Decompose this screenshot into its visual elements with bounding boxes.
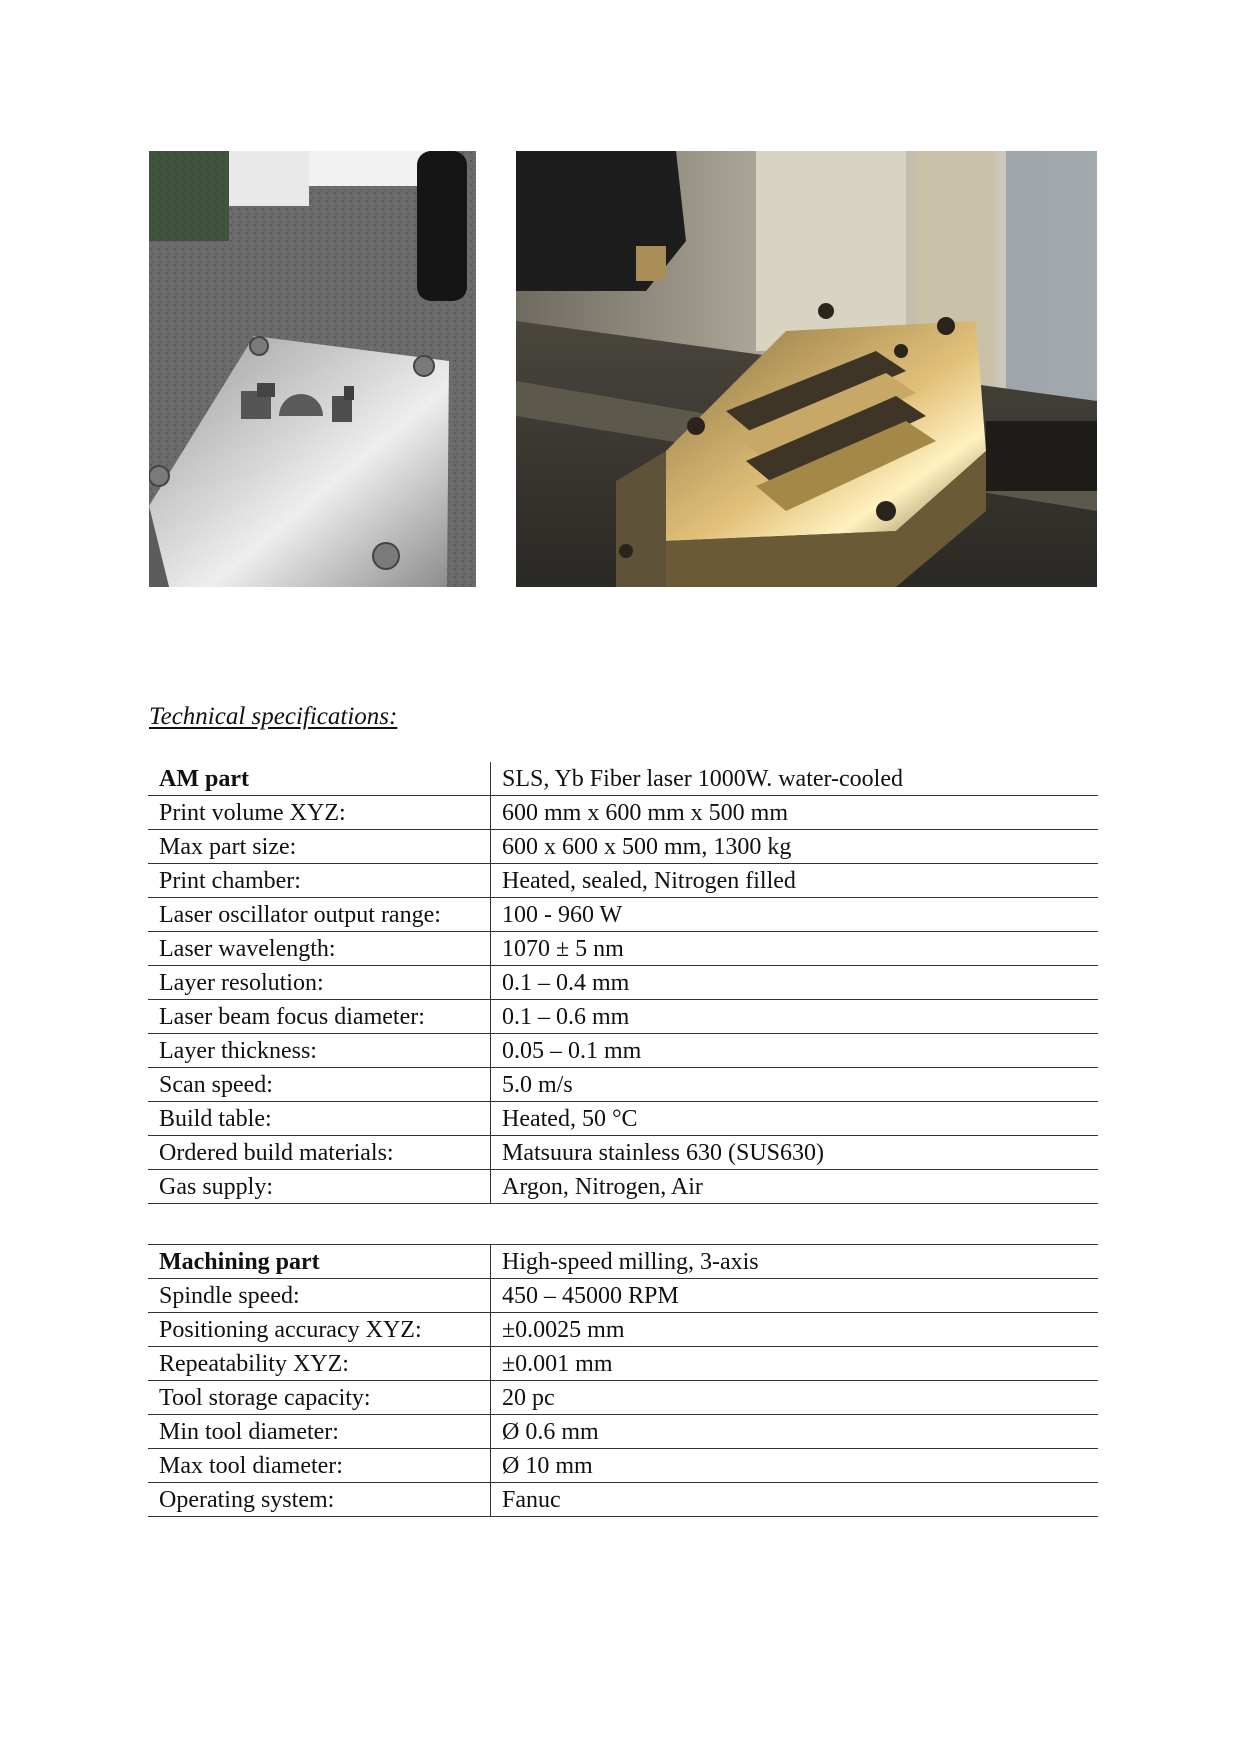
spec-value: 0.1 – 0.4 mm bbox=[491, 966, 1099, 1000]
spec-value: 1070 ± 5 nm bbox=[491, 932, 1099, 966]
photo-build-plate bbox=[149, 151, 476, 587]
spec-value: 0.1 – 0.6 mm bbox=[491, 1000, 1099, 1034]
table-row bbox=[148, 1381, 1098, 1415]
spec-label: Max tool diameter: bbox=[148, 1449, 491, 1483]
spec-label: Max part size: bbox=[148, 830, 491, 864]
table-row bbox=[148, 1449, 1098, 1483]
spec-value: ±0.0025 mm bbox=[491, 1313, 1099, 1347]
spec-value: 600 x 600 x 500 mm, 1300 kg bbox=[491, 830, 1099, 864]
spec-label: Operating system: bbox=[148, 1483, 491, 1517]
spec-label: Layer resolution: bbox=[148, 966, 491, 1000]
spec-label: Positioning accuracy XYZ: bbox=[148, 1313, 491, 1347]
table-row bbox=[148, 1347, 1098, 1381]
table-row bbox=[148, 932, 1098, 966]
table-row bbox=[148, 1279, 1098, 1313]
table-row bbox=[148, 830, 1098, 864]
table-header-label: AM part bbox=[148, 762, 491, 796]
table-row bbox=[148, 1313, 1098, 1347]
spec-value: Matsuura stainless 630 (SUS630) bbox=[491, 1136, 1099, 1170]
spec-label: Min tool diameter: bbox=[148, 1415, 491, 1449]
spec-value: Heated, 50 °C bbox=[491, 1102, 1099, 1136]
am-spec-table bbox=[148, 762, 1098, 1204]
table-row bbox=[148, 1000, 1098, 1034]
spec-label: Scan speed: bbox=[148, 1068, 491, 1102]
spec-value: 100 - 960 W bbox=[491, 898, 1099, 932]
table-header-value: SLS, Yb Fiber laser 1000W. water-cooled bbox=[491, 762, 1099, 796]
spec-value: Argon, Nitrogen, Air bbox=[491, 1170, 1099, 1204]
spec-value: Fanuc bbox=[491, 1483, 1099, 1517]
table-row bbox=[148, 1170, 1098, 1204]
table-row bbox=[148, 796, 1098, 830]
spec-value: 5.0 m/s bbox=[491, 1068, 1099, 1102]
table-header-label: Machining part bbox=[148, 1245, 491, 1279]
spec-value: 0.05 – 0.1 mm bbox=[491, 1034, 1099, 1068]
spec-label: Build table: bbox=[148, 1102, 491, 1136]
spec-value: Heated, sealed, Nitrogen filled bbox=[491, 864, 1099, 898]
table-row bbox=[148, 864, 1098, 898]
table-row bbox=[148, 1136, 1098, 1170]
spec-label: Spindle speed: bbox=[148, 1279, 491, 1313]
spec-label: Gas supply: bbox=[148, 1170, 491, 1204]
spec-label: Laser wavelength: bbox=[148, 932, 491, 966]
section-heading: Technical specifications: bbox=[149, 703, 398, 730]
photo-milling-setup bbox=[516, 151, 1097, 587]
table-row bbox=[148, 1068, 1098, 1102]
spec-label: Layer thickness: bbox=[148, 1034, 491, 1068]
spec-label: Laser beam focus diameter: bbox=[148, 1000, 491, 1034]
spec-label: Tool storage capacity: bbox=[148, 1381, 491, 1415]
machining-spec-table bbox=[148, 1244, 1098, 1517]
spec-label: Print chamber: bbox=[148, 864, 491, 898]
spec-value: 450 – 45000 RPM bbox=[491, 1279, 1099, 1313]
table-row bbox=[148, 1483, 1098, 1517]
table-row bbox=[148, 1034, 1098, 1068]
table-header-row bbox=[148, 762, 1098, 796]
spec-label: Laser oscillator output range: bbox=[148, 898, 491, 932]
spec-value: 600 mm x 600 mm x 500 mm bbox=[491, 796, 1099, 830]
table-row bbox=[148, 966, 1098, 1000]
spec-label: Repeatability XYZ: bbox=[148, 1347, 491, 1381]
spec-label: Print volume XYZ: bbox=[148, 796, 491, 830]
spec-label: Ordered build materials: bbox=[148, 1136, 491, 1170]
spec-value: Ø 10 mm bbox=[491, 1449, 1099, 1483]
spec-value: ±0.001 mm bbox=[491, 1347, 1099, 1381]
table-header-row bbox=[148, 1245, 1098, 1279]
table-header-value: High-speed milling, 3-axis bbox=[491, 1245, 1099, 1279]
table-row bbox=[148, 898, 1098, 932]
table-row bbox=[148, 1102, 1098, 1136]
spec-value: Ø 0.6 mm bbox=[491, 1415, 1099, 1449]
table-row bbox=[148, 1415, 1098, 1449]
spec-value: 20 pc bbox=[491, 1381, 1099, 1415]
